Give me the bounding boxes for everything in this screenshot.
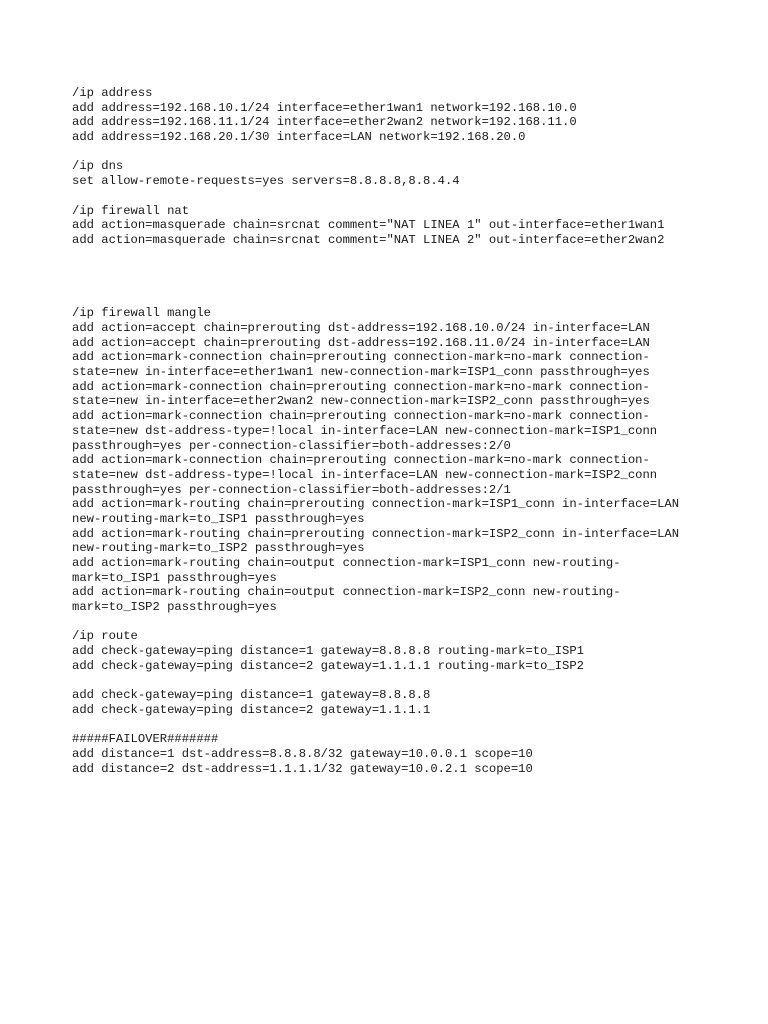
blank-line (72, 189, 752, 204)
code-line: add action=accept chain=prerouting dst-address=192.168.10.0/24 in-interface=LAN (72, 321, 650, 336)
code-line: state=new in-interface=ether2wan2 new-connection-mark=ISP2_conn passthrough=yes (72, 394, 650, 409)
section-firewall-nat (72, 204, 752, 248)
blank-line (72, 674, 752, 689)
code-line: /ip route (72, 629, 138, 644)
code-line: add check-gateway=ping distance=1 gateway=8.8.8.8 (72, 688, 431, 703)
blank-lines (72, 248, 752, 307)
code-line: add action=mark-connection chain=prerouting connection-mark=no-mark connection- (72, 379, 650, 394)
code-line: add check-gateway=ping distance=1 gateway=8.8.8.8 routing-mark=to_ISP1 (72, 644, 584, 659)
code-line: add check-gateway=ping distance=2 gateway=1.1.1.1 routing-mark=to_ISP2 (72, 658, 584, 673)
code-line: add action=mark-routing chain=output connection-mark=ISP1_conn new-routing- (72, 556, 621, 571)
code-line: add action=mark-connection chain=prerouting connection-mark=no-mark connection- (72, 409, 650, 424)
code-line: mark=to_ISP2 passthrough=yes (72, 600, 277, 615)
code-line: /ip firewall mangle (72, 306, 211, 321)
code-line: #####FAILOVER####### (72, 732, 219, 747)
code-line: add action=mark-connection chain=prerouting connection-mark=no-mark connection- (72, 453, 650, 468)
code-line: mark=to_ISP1 passthrough=yes (72, 570, 277, 585)
blank-line (72, 145, 752, 160)
code-line: add action=accept chain=prerouting dst-address=192.168.11.0/24 in-interface=LAN (72, 335, 650, 350)
section-ip-route (72, 629, 752, 673)
code-line: state=new dst-address-type=!local in-interface=LAN new-connection-mark=ISP1_conn (72, 423, 658, 438)
code-line: add action=masquerade chain=srcnat comment="NAT LINEA 2" out-interface=ether2wan2 (72, 232, 665, 247)
section-ip-dns (72, 159, 752, 188)
code-line: new-routing-mark=to_ISP1 passthrough=yes (72, 511, 365, 526)
code-line: passthrough=yes per-connection-classifier=both-addresses:2/1 (72, 482, 511, 497)
code-line: add check-gateway=ping distance=2 gateway=1.1.1.1 (72, 702, 431, 717)
code-line: add address=192.168.20.1/30 interface=LAN network=192.168.20.0 (72, 130, 526, 145)
code-line: state=new dst-address-type=!local in-interface=LAN new-connection-mark=ISP2_conn (72, 467, 658, 482)
code-line: add distance=1 dst-address=8.8.8.8/32 gateway=10.0.0.1 scope=10 (72, 746, 533, 761)
section-firewall-mangle (72, 306, 752, 614)
code-line: add distance=2 dst-address=1.1.1.1/32 gateway=10.0.2.1 scope=10 (72, 761, 533, 776)
section-ip-address (72, 86, 752, 145)
code-line: add address=192.168.11.1/24 interface=ether2wan2 network=192.168.11.0 (72, 115, 577, 130)
code-line: state=new in-interface=ether1wan1 new-connection-mark=ISP1_conn passthrough=yes (72, 365, 650, 380)
code-line: new-routing-mark=to_ISP2 passthrough=yes (72, 541, 365, 556)
code-line: add action=masquerade chain=srcnat comment="NAT LINEA 1" out-interface=ether1wan1 (72, 218, 665, 233)
code-line: /ip firewall nat (72, 203, 190, 218)
code-line: set allow-remote-requests=yes servers=8.8.8.8,8.8.4.4 (72, 174, 460, 189)
blank-line (72, 718, 752, 733)
code-line: passthrough=yes per-connection-classifier=both-addresses:2/0 (72, 438, 511, 453)
code-line: add action=mark-routing chain=prerouting connection-mark=ISP1_conn in-interface=LAN (72, 497, 680, 512)
code-line: add action=mark-routing chain=prerouting connection-mark=ISP2_conn in-interface=LAN (72, 526, 680, 541)
code-line: add action=mark-connection chain=prerouting connection-mark=no-mark connection- (72, 350, 650, 365)
blank-line (72, 615, 752, 630)
code-line: add address=192.168.10.1/24 interface=ether1wan1 network=192.168.10.0 (72, 100, 577, 115)
code-line: add action=mark-routing chain=output connection-mark=ISP2_conn new-routing- (72, 585, 621, 600)
document-page (72, 86, 752, 776)
code-line: /ip dns (72, 159, 124, 174)
code-line: /ip address (72, 86, 153, 100)
section-failover (72, 732, 752, 776)
section-ip-route-default (72, 688, 752, 717)
